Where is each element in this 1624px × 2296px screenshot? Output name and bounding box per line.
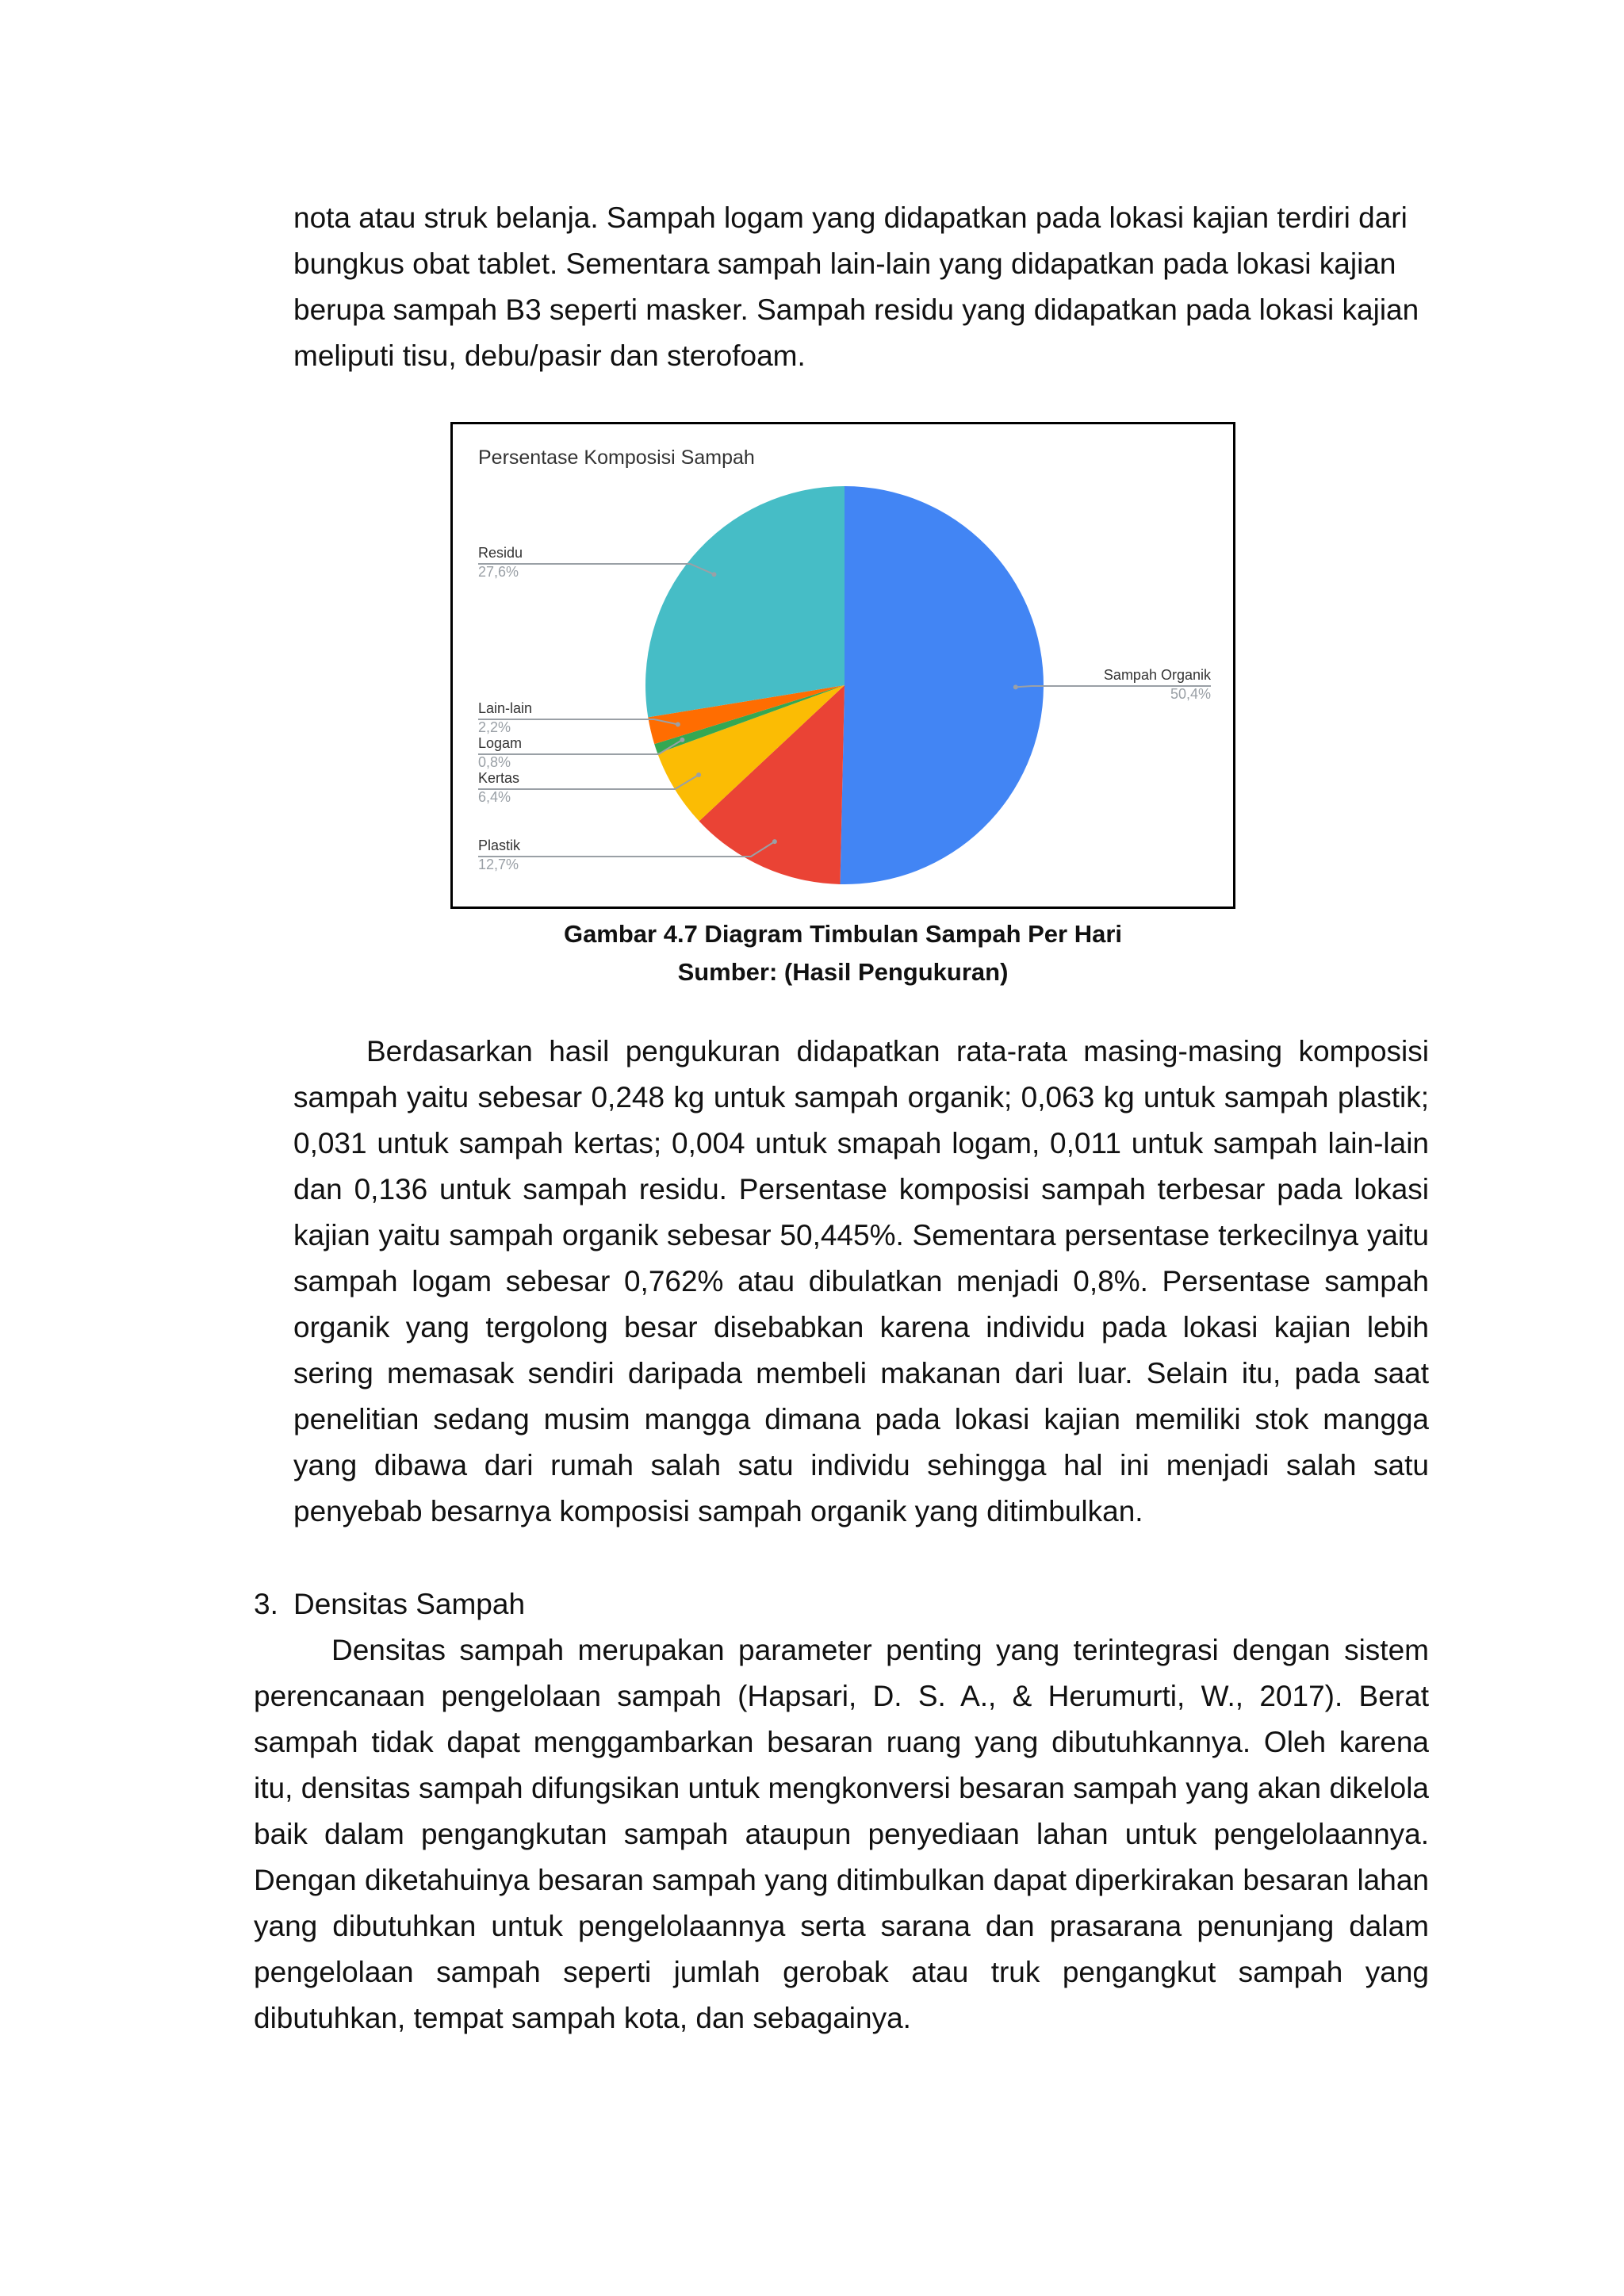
slice-label-plastik: Plastik xyxy=(478,838,521,853)
leader-dot-lain-lain xyxy=(676,722,680,726)
section-heading xyxy=(254,1581,1429,1627)
slice-label-sampah-organik: Sampah Organik xyxy=(1103,667,1211,683)
slice-value-logam: 0,8% xyxy=(478,754,511,770)
leader-dot-plastik xyxy=(772,839,777,844)
leader-dot-sampah-organik xyxy=(1013,684,1018,689)
section-number: 3. xyxy=(254,1588,278,1620)
section-paragraph: Densitas sampah merupakan parameter penting yang terintegrasi dengan sistem perencanaan pengelolaan sampah (Hapsari, D. S. A., & Herumurti, W., 2017). Berat sampah tidak dapat menggambarkan besaran ruang yang dibutuhkannya. Oleh karena itu, densitas sampah difungsikan untuk mengkonversi besaran sampah yang akan dikelola baik dalam pengangkutan sampah ataupun penyediaan lahan untuk pengelolaannya. Dengan diketahuinya besaran sampah yang ditimbulkan dapat diperkirakan besaran lahan yang dibutuhkan untuk pengelolaannya serta sarana dan prasarana penunjang dalam pengelolaan sampah seperti jumlah gerobak atau truk pengangkut sampah yang dibutuhkan, tempat sampah kota, dan sebagainya. xyxy=(254,1634,1429,2034)
section-title: Densitas Sampah xyxy=(293,1588,526,1620)
slice-value-plastik: 12,7% xyxy=(478,857,519,872)
slice-value-kertas: 6,4% xyxy=(478,789,511,805)
intro-text xyxy=(293,195,1429,379)
pie-slice-sampah-organik xyxy=(840,486,1043,884)
figure-source: Sumber: (Hasil Pengukuran) xyxy=(677,958,1009,986)
analysis-text xyxy=(293,1029,1429,1535)
chart-title: Persentase Komposisi Sampah xyxy=(478,447,755,469)
slice-label-kertas: Kertas xyxy=(478,770,520,786)
slice-label-lain-lain: Lain-lain xyxy=(478,700,533,716)
leader-dot-residu xyxy=(712,572,717,577)
pie-slice-residu xyxy=(645,486,845,717)
pie-chart xyxy=(453,424,1233,907)
section-densitas xyxy=(254,1581,1429,2041)
intro-paragraph: nota atau struk belanja. Sampah logam yang didapatkan pada lokasi kajian terdiri dari bungkus obat tablet. Sementara sampah lain-lain yang didapatkan pada lokasi kajian berupa sampah B3 seperti masker. Sampah residu yang didapatkan pada lokasi kajian meliputi tisu, debu/pasir dan sterofoam. xyxy=(293,201,1419,372)
slice-label-residu: Residu xyxy=(478,545,523,561)
analysis-paragraph: Berdasarkan hasil pengukuran didapatkan rata-rata masing-masing komposisi sampah yaitu sebesar 0,248 kg untuk sampah organik; 0,063 kg untuk sampah plastik; 0,031 untuk sampah kertas; 0,004 untuk smapah logam, 0,011 untuk sampah lain-lain dan 0,136 untuk sampah residu. Persentase komposisi sampah terbesar pada lokasi kajian yaitu sampah organik sebesar 50,445%. Sementara persentase terkecilnya yaitu sampah logam sebesar 0,762% atau dibulatkan menjadi 0,8%. Persentase sampah organik yang tergolong besar disebabkan karena individu pada lokasi kajian lebih sering memasak sendiri daripada membeli makanan dari luar. Selain itu, pada saat penelitian sedang musim mangga dimana pada lokasi kajian memiliki stok mangga yang dibawa dari rumah salah satu individu sehingga hal ini menjadi salah satu penyebab besarnya komposisi sampah organik yang ditimbulkan. xyxy=(293,1035,1429,1527)
figure-caption: Gambar 4.7 Diagram Timbulan Sampah Per Hari xyxy=(563,920,1123,948)
slice-value-lain-lain: 2,2% xyxy=(478,719,511,735)
slice-value-sampah-organik: 50,4% xyxy=(1170,686,1211,702)
leader-dot-kertas xyxy=(696,772,701,777)
pie-chart-figure xyxy=(450,422,1235,909)
slice-label-logam: Logam xyxy=(478,735,523,751)
slice-value-residu: 27,6% xyxy=(478,564,519,580)
leader-dot-logam xyxy=(680,738,684,742)
